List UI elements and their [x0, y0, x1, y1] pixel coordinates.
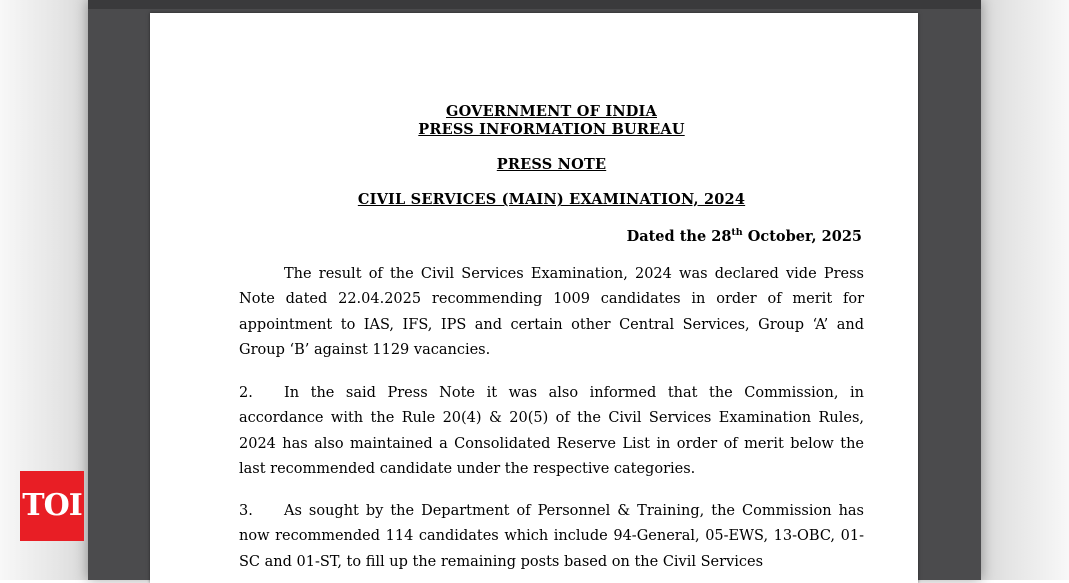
- paragraph-2-text: In the said Press Note it was also informed that the Commission, in accordance with the Rule 20(4) & 20(5) of the Civil Services Examination Rules, 2024 has also maintained a Consolidated Reserve List in order of merit below the last recommended candidate under the respective categories.: [239, 385, 864, 477]
- toi-logo: TOI: [20, 471, 84, 541]
- background-right: [981, 0, 1069, 580]
- paragraph-2-number: 2.: [239, 385, 253, 401]
- paragraph-1: [239, 262, 864, 363]
- paragraph-1-text: The result of the Civil Services Examination, 2024 was declared vide Press Note dated 22.04.2025 recommending 1009 candidates in order of merit for appointment to IAS, IFS, IPS and certain other Central Services, Group ‘A’ and Group ‘B’ against 1129 vacancies.: [239, 266, 864, 358]
- paragraph-3-text: As sought by the Department of Personnel & Training, the Commission has now recommended 114 candidates which include 94-General, 05-EWS, 13-OBC, 01-SC and 01-ST, to fill up the remaining posts based on the Civil Services: [239, 503, 864, 570]
- header-government: GOVERNMENT OF INDIA: [446, 103, 657, 120]
- header-press-note: PRESS NOTE: [496, 156, 607, 173]
- date-prefix: Dated the 28: [626, 227, 732, 245]
- document-header: [150, 103, 953, 209]
- paragraph-2: [239, 381, 864, 482]
- header-bureau: PRESS INFORMATION BUREAU: [418, 121, 685, 138]
- document-page: [150, 13, 918, 583]
- paragraph-3: [239, 499, 864, 575]
- document-viewer: [88, 0, 981, 580]
- date-suffix: th: [731, 227, 743, 238]
- date-line: [627, 227, 862, 245]
- paragraph-3-number: 3.: [239, 503, 253, 519]
- date-rest: October, 2025: [742, 227, 862, 245]
- viewer-toolbar: [88, 0, 981, 9]
- header-exam-title: CIVIL SERVICES (MAIN) EXAMINATION, 2024: [357, 191, 746, 208]
